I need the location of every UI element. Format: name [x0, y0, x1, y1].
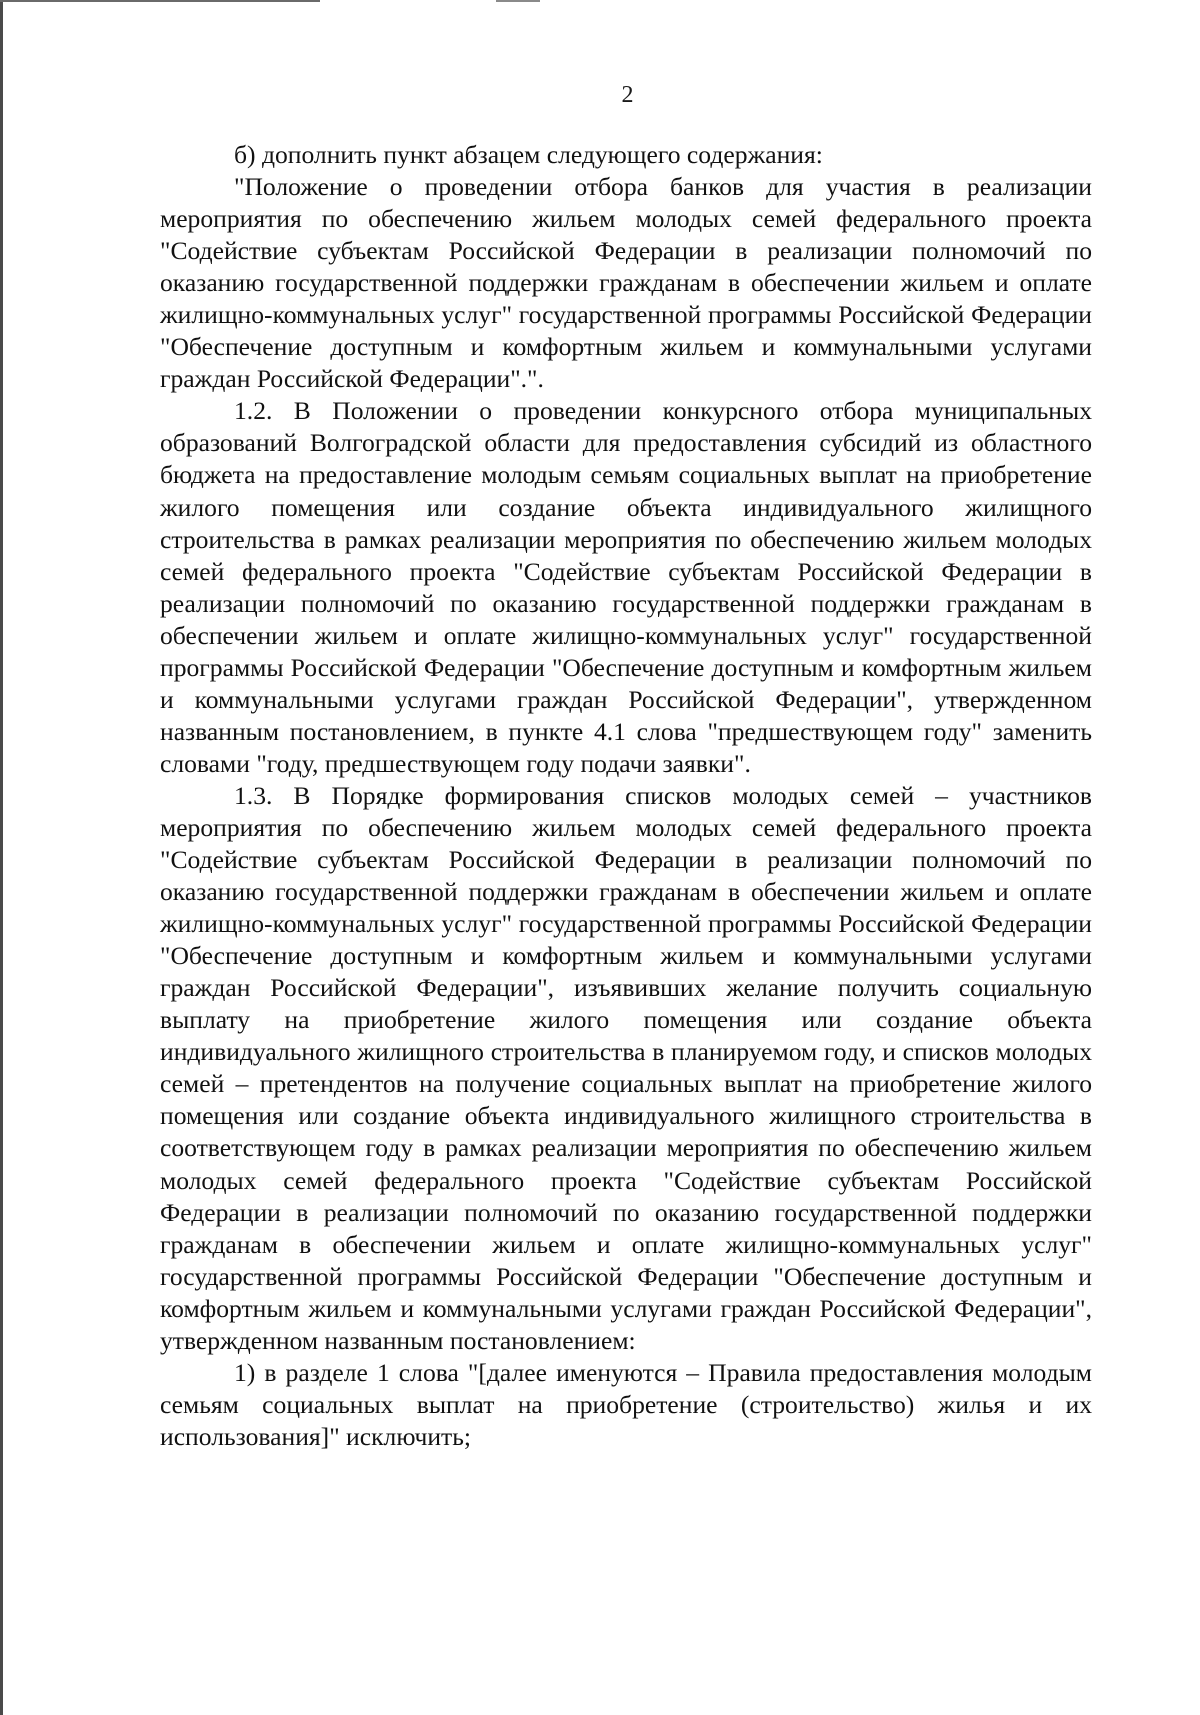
- paragraph-1-2: 1.2. В Положении о проведении конкурсного отбора муниципальных образований Волгоградской области для предоставления субсидий из областного бюджета на предоставление молодым семьям социальных выплат на приобретение жилого помещения или создание объекта индивидуального жилищного строительства в рамках реализации мероприятия по обеспечению жильем молодых семей федерального проекта "Содействие субъектам Российской Федерации в реализации полномочий по оказанию государственной поддержки гражданам в обеспечении жильем и оплате жилищно-коммунальных услуг" государственной программы Российской Федерации "Обеспечение доступным и комфортным жильем и коммунальными услугами граждан Российской Федерации", утвержденном названным постановлением, в пункте 4.1 слова "предшествующем году" заменить словами "году, предшествующем году подачи заявки".: [160, 396, 1092, 778]
- paragraph-bank-selection-regulation: "Положение о проведении отбора банков для участия в реализации мероприятия по обеспечению жильем молодых семей федерального проекта "Содействие субъектам Российской Федерации в реализации полномочий по оказанию государственной поддержки гражданам в обеспечении жильем и оплате жилищно-коммунальных услуг" государственной программы Российской Федерации "Обеспечение доступным и комфортным жильем и коммунальными услугами граждан Российской Федерации".".: [160, 172, 1092, 394]
- paragraph-1-3: 1.3. В Порядке формирования списков молодых семей – участников мероприятия по обеспечению жильем молодых семей федерального проекта "Содействие субъектам Российской Федерации в реализации полномочий по оказанию государственной поддержки гражданам в обеспечении жильем и оплате жилищно-коммунальных услуг" государственной программы Российской Федерации "Обеспечение доступным и комфортным жильем и коммунальными услугами граждан Российской Федерации", изъявивших желание получить социальную выплату на приобретение жилого помещения или создание объекта индивидуального жилищного строительства в планируемом году, и списков молодых семей – претендентов на получение социальных выплат на приобретение жилого помещения или создание объекта индивидуального жилищного строительства в соответствующем году в рамках реализации мероприятия по обеспечению жильем молодых семей федерального проекта "Содействие субъектам Российской Федерации в реализации полномочий по оказанию государственной поддержки гражданам в обеспечении жильем и оплате жилищно-коммунальных услуг" государственной программы Российской Федерации "Обеспечение доступным и комфортным жильем и коммунальными услугами граждан Российской Федерации", утвержденном названным постановлением:: [160, 780, 1092, 1355]
- document-body: [160, 139, 1092, 1453]
- paragraph-item-1: 1) в разделе 1 слова "[далее именуются – Правила предоставления молодым семьям социальных выплат на приобретение (строительство) жилья и их использования]" исключить;: [160, 1357, 1092, 1451]
- paragraph-amendment-b: б) дополнить пункт абзацем следующего содержания:: [234, 140, 823, 169]
- scan-edge-left: [0, 0, 3, 1715]
- page-number: 2: [621, 82, 634, 108]
- scan-edge-top-mark: [496, 0, 540, 2]
- scan-edge-top: [0, 0, 320, 2]
